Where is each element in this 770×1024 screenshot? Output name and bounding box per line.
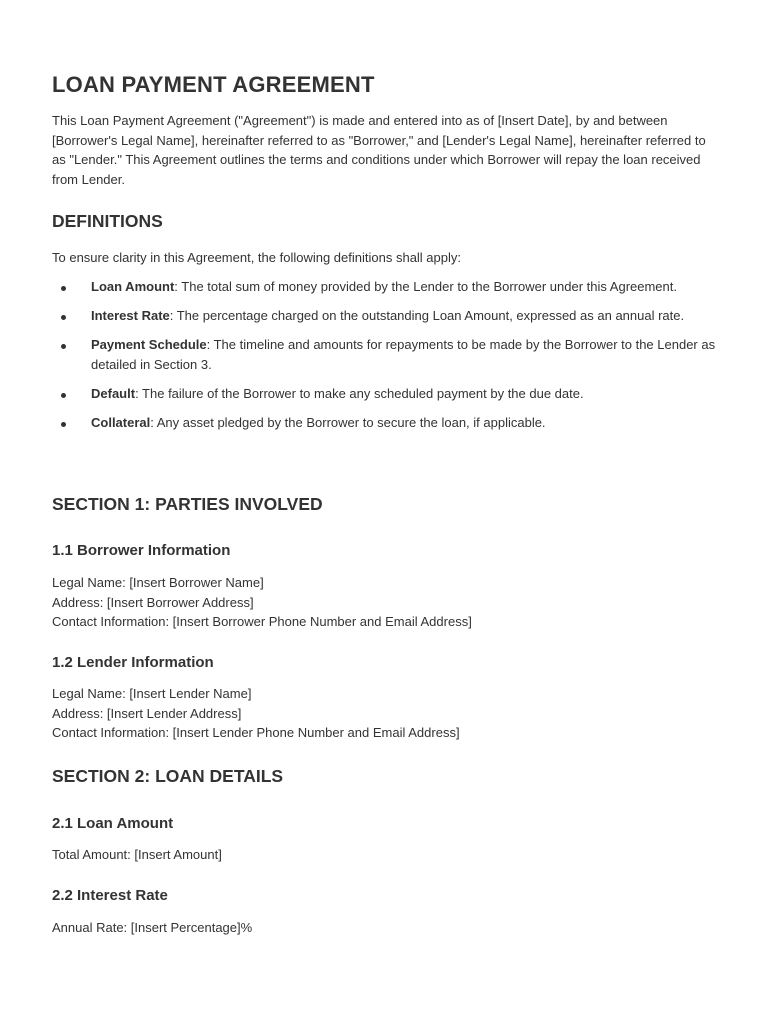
total-amount: Total Amount: [Insert Amount] [52, 847, 222, 862]
definition-text: : The total sum of money provided by the Lender to the Borrower under this Agreement. [174, 279, 677, 294]
lender-heading: 1.2 Lender Information [52, 654, 214, 671]
definitions-list [52, 277, 721, 442]
definition-text: : The percentage charged on the outstanding Loan Amount, expressed as an annual rate. [169, 308, 685, 324]
borrower-heading: 1.1 Borrower Information [52, 542, 231, 559]
definition-item [52, 277, 721, 297]
definition-term: Collateral [91, 414, 151, 430]
definition-item [52, 306, 721, 326]
definition-text: : The timeline and amounts for repayments to be made by the Borrower to the Lender as detailed in Section 3. [91, 337, 716, 372]
definition-item [52, 413, 721, 433]
loan-amount-heading: 2.1 Loan Amount [52, 815, 174, 832]
lender-legal-name: Legal Name: [Insert Lender Name] [52, 686, 252, 701]
lender-contact: Contact Information: [Insert Lender Phone Number and Email Address] [52, 725, 460, 741]
interest-rate-heading: 2.2 Interest Rate [52, 887, 168, 904]
definition-item [52, 335, 721, 374]
annual-rate: Annual Rate: [Insert Percentage]% [52, 920, 253, 935]
lender-address: Address: [Insert Lender Address] [52, 705, 242, 721]
intro-paragraph: This Loan Payment Agreement ("Agreement") is made and entered into as of [Insert Date], by and between [Borrower's Legal Name], hereinafter referred to as "Borrower," and [Lender's Legal Name], hereinafter referred to as "Lender." This Agreement outlines the terms and conditions under which Borrower will repay the loan received from Lender. [52, 113, 706, 187]
document-title: LOAN PAYMENT AGREEMENT [52, 72, 375, 97]
definition-text: : The failure of the Borrower to make any scheduled payment by the due date. [135, 385, 584, 401]
borrower-legal-name: Legal Name: [Insert Borrower Name] [52, 575, 264, 590]
definition-term: Payment Schedule [91, 337, 207, 353]
definitions-heading: DEFINITIONS [52, 211, 163, 231]
section1-heading: SECTION 1: PARTIES INVOLVED [52, 494, 323, 514]
definition-text: : Any asset pledged by the Borrower to secure the loan, if applicable. [150, 414, 546, 430]
definition-term: Default [91, 385, 136, 401]
definitions-lead: To ensure clarity in this Agreement, the following definitions shall apply: [52, 250, 461, 265]
section2-heading: SECTION 2: LOAN DETAILS [52, 766, 284, 786]
borrower-address: Address: [Insert Borrower Address] [52, 594, 254, 610]
borrower-info [52, 573, 472, 632]
definition-term: Loan Amount [91, 279, 175, 294]
definition-term: Interest Rate [91, 308, 170, 324]
definition-item [52, 384, 721, 404]
borrower-contact: Contact Information: [Insert Borrower Phone Number and Email Address] [52, 614, 472, 630]
lender-info [52, 684, 460, 743]
